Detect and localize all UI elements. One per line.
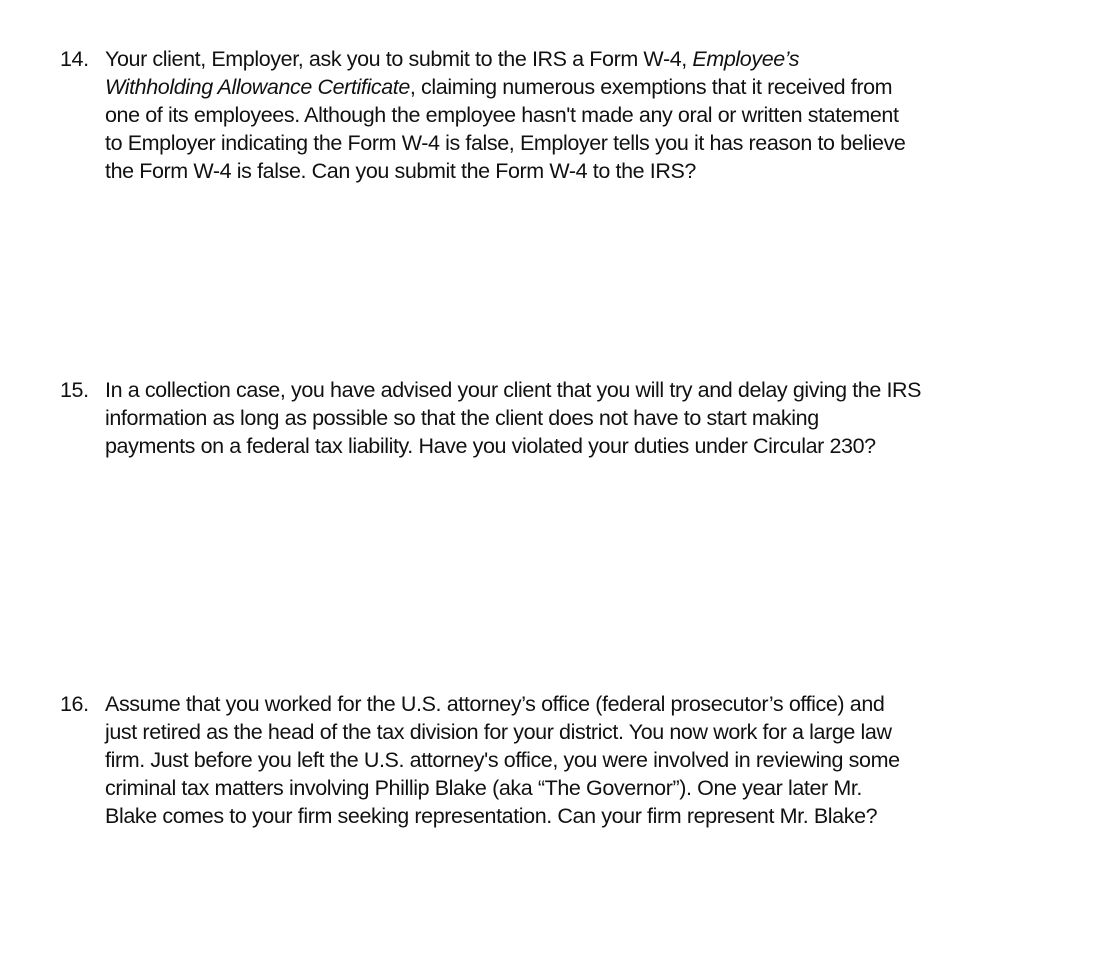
question-text — [105, 45, 990, 185]
text-line: In a collection case, you have advised your client that you will try and delay giving the IRS — [105, 378, 922, 402]
question-16 — [60, 690, 990, 830]
form-title-italic: Withholding Allowance Certificate — [105, 75, 410, 99]
question-number: 14. — [60, 47, 89, 71]
form-title-italic: Employee’s — [692, 47, 800, 71]
text-run: Your client, Employer, ask you to submit to the IRS a Form W-4, — [105, 47, 693, 71]
text-line: payments on a federal tax liability. Have you violated your duties under Circular 230? — [105, 434, 876, 458]
question-15 — [60, 376, 990, 460]
question-text — [105, 376, 990, 460]
text-line: information as long as possible so that the client does not have to start making — [105, 406, 819, 430]
question-14 — [60, 45, 990, 185]
text-line — [105, 45, 990, 73]
text-line — [105, 73, 990, 101]
text-run: , claiming numerous exemptions that it received from — [409, 75, 893, 99]
text-line: criminal tax matters involving Phillip Blake (aka “The Governor”). One year later Mr. — [105, 776, 862, 800]
text-line: Assume that you worked for the U.S. attorney’s office (federal prosecutor’s office) and — [105, 692, 885, 716]
text-line: Blake comes to your firm seeking representation. Can your firm represent Mr. Blake? — [105, 804, 878, 828]
text-line: one of its employees. Although the employee hasn't made any oral or written statement — [105, 103, 899, 127]
text-line: firm. Just before you left the U.S. attorney's office, you were involved in reviewing some — [105, 748, 900, 772]
question-number: 15. — [60, 378, 89, 402]
text-line: just retired as the head of the tax division for your district. You now work for a large law — [105, 720, 892, 744]
question-number: 16. — [60, 692, 89, 716]
text-line: the Form W-4 is false. Can you submit the Form W-4 to the IRS? — [105, 159, 696, 183]
text-line: to Employer indicating the Form W-4 is false, Employer tells you it has reason to believe — [105, 131, 906, 155]
question-text — [105, 690, 990, 830]
